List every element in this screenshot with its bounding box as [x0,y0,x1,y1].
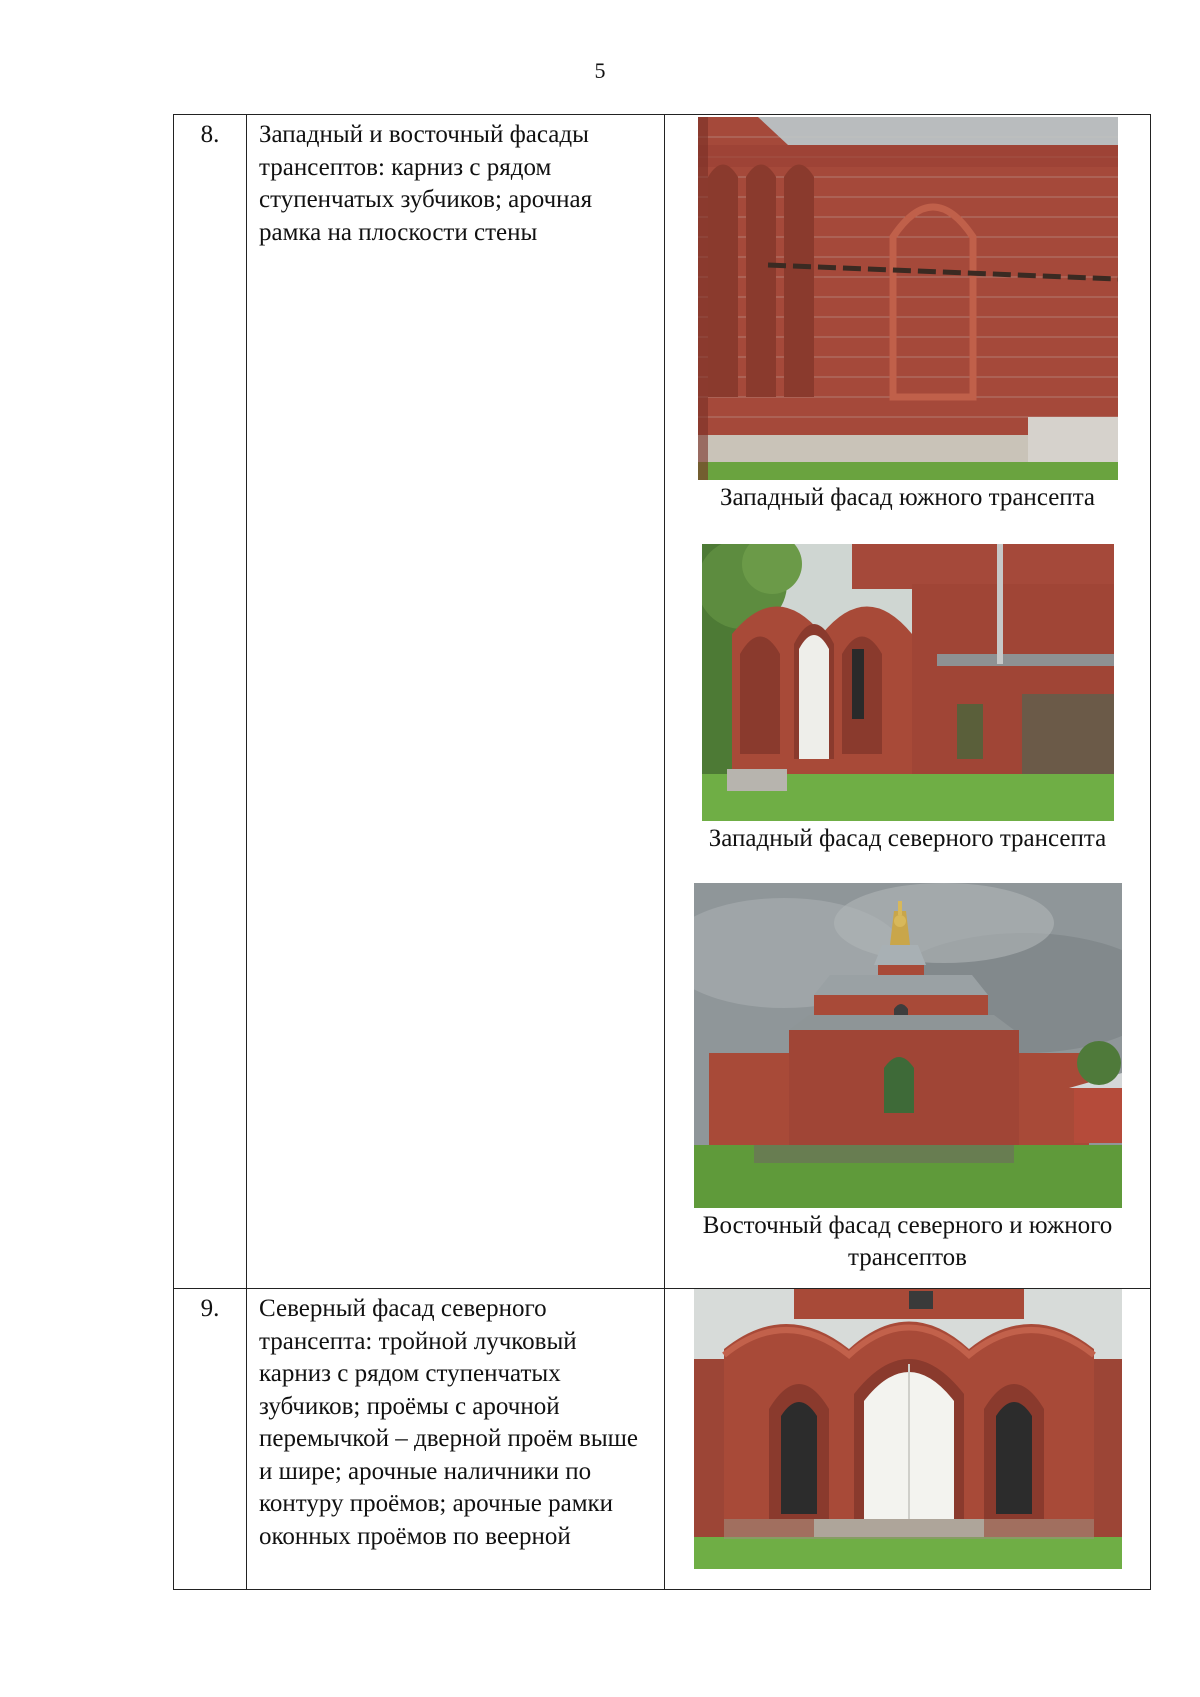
row-description: Западный и восточный фасады трансептов: карниз с рядом ступенчатых зубчиков; арочная рамка на плоскости стены [247,115,665,1289]
photo-west-facade-north-transept [702,544,1114,821]
photo-caption: Западный фасад северного трансепта [708,825,1107,852]
photo-caption: Восточный фасад северного и южного трансептов [702,1212,1113,1271]
row-description: Северный фасад северного трансепта: тройной лучковый карниз с рядом ступенчатых зубчиков; проёмы с арочной перемычкой – дверной проём выше и шире; арочные наличники по контуру проёмов; арочные рамки оконных проёмов по веерной [247,1289,665,1590]
photo-caption: Западный фасад южного трансепта [719,484,1096,511]
photo-north-facade-north-transept [694,1289,1122,1569]
page-number: 5 [594,58,606,83]
photo-east-facade-transepts [694,883,1122,1208]
row-number: 9. [174,1289,247,1590]
monument-elements-table [173,114,1151,1590]
photo-cell [665,1289,1151,1590]
table-row [174,115,1151,1289]
photo-cell [665,115,1151,1289]
row-number: 8. [174,115,247,1289]
photo-west-facade-south-transept [698,117,1118,480]
table-row [174,1289,1151,1590]
